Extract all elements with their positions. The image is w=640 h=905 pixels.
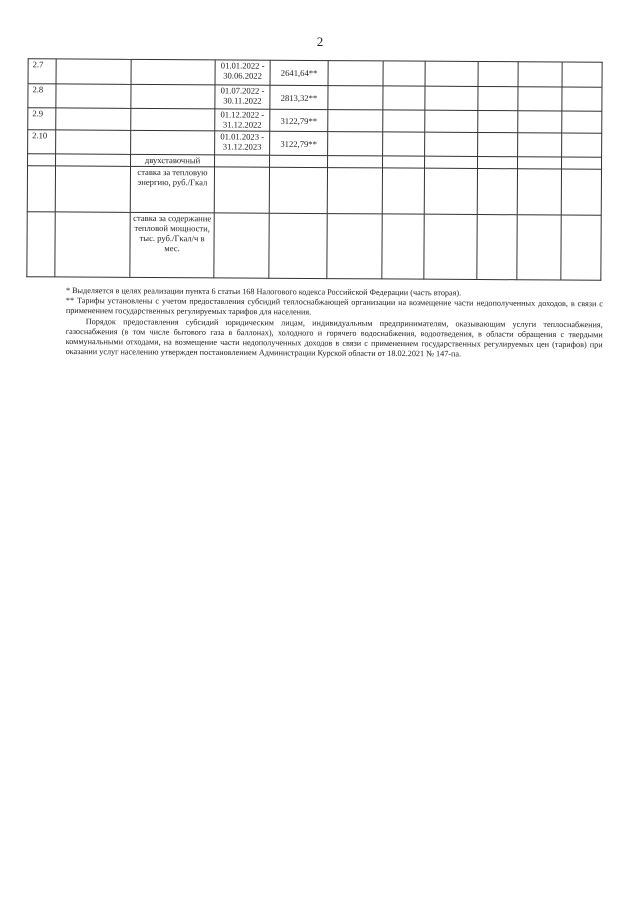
period-cell [215,60,270,85]
tariff-value: 3122,79** [270,131,328,155]
tariff-value: 3122,79** [270,109,328,131]
row-number: 2.8 [28,84,56,108]
period-from: 01.12.2022 - [220,109,265,120]
page-number: 2 [316,34,324,49]
row-number: 2.10 [28,130,56,154]
period-from: 01.07.2022 - [220,85,265,96]
period-to: 30.06.2022 [223,70,262,81]
table-row [28,84,602,112]
row-number: 2.9 [28,108,56,130]
footnote-vat: * Выделяется в целях реализации пункта 6 статьи 168 Налогового кодекса Российской Федерации (часть вторая). [65,286,462,298]
subsidy-procedure-paragraph: Порядок предоставления субсидий юридическим лицам, индивидуальным предпринимателям, оказывающим услуги теплоснабжения, газоснабжения (в том числе бытового газа в баллонах), холодного и горячего водоснабжения, водоотведения, в области обращения с твердыми коммунальными отходами, на возмещение части недополученных доходов в связи с применением государственных регулируемых цен (тарифов) при оказании услуг населению утвержден постановлением Администрации Курской области от 18.02.2021 № 147-па. [65,316,603,359]
two-part-label: двухставочный [131,154,215,167]
energy-rate-label: ставка за тепловую энергию, руб./Гкал [130,166,214,213]
footnote-subsidy: ** Тарифы установлены с учетом предоставления субсидий теплоснабжающей организации на возмещение части недополученных доходов, в связи с применением государственных регулируемых тарифов для населения. [65,296,603,317]
table-row [28,130,602,158]
tariff-table [26,58,602,281]
period-from: 01.01.2023 - [220,131,265,142]
period-from: 01.01.2022 - [220,60,265,71]
table-row [28,59,602,88]
period-cell [215,85,270,109]
tariff-value: 2641,64** [270,60,328,85]
period-cell [215,109,270,131]
period-cell [215,131,270,155]
period-to: 31.12.2023 [222,141,262,152]
period-to: 30.11.2022 [223,95,262,106]
period-to: 31.12.2022 [222,119,262,130]
table-row [27,212,601,281]
row-number: 2.7 [28,59,56,84]
table-row [27,166,601,216]
notes-section [66,286,603,361]
tariff-value: 2813,32** [270,85,328,109]
capacity-rate-label: ставка за содержание тепловой мощности, тыс. руб./Гкал/ч в мес. [130,212,214,278]
